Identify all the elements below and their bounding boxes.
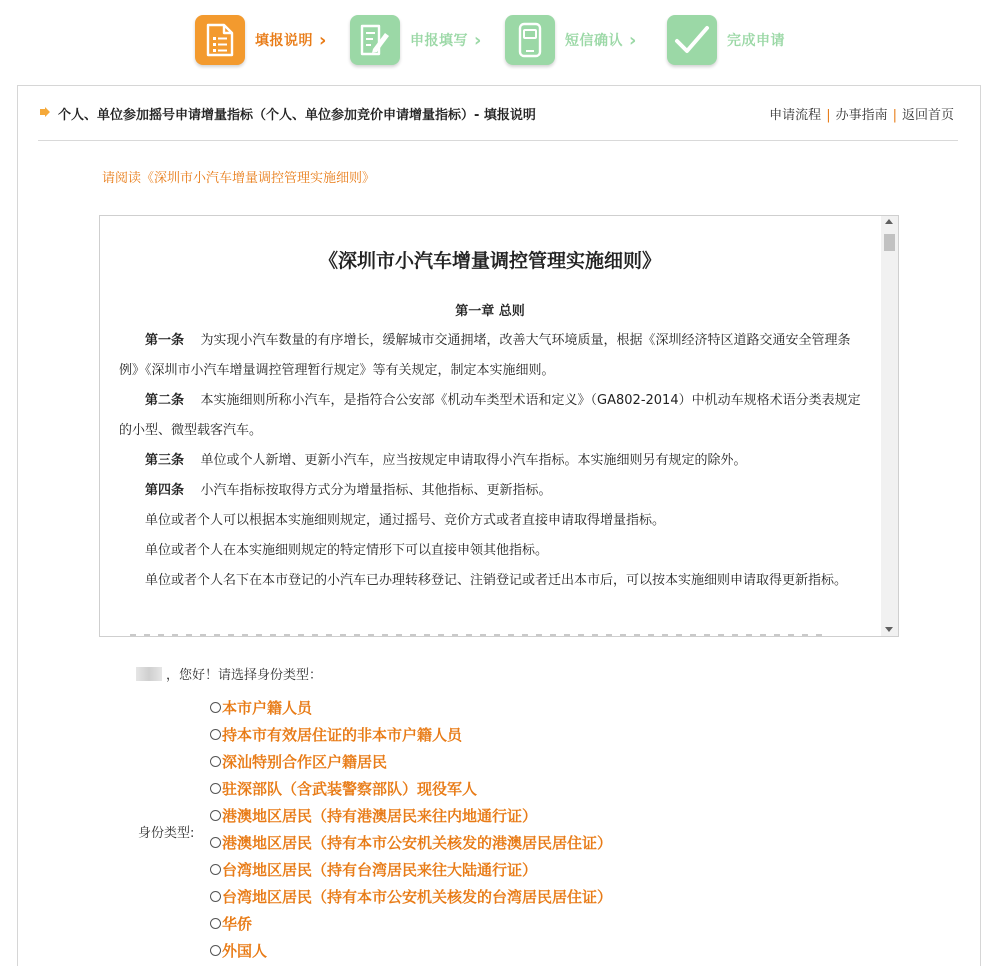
article-number: 第三条 xyxy=(145,453,185,468)
body-paragraph: 单位或者个人在本实施细则规定的特定情形下可以直接申领其他指标。 xyxy=(145,543,549,558)
scroll-up-arrow-icon[interactable] xyxy=(885,219,893,224)
arrow-bullet-icon xyxy=(40,107,50,117)
greeting-text: ，您好！请选择身份类型： xyxy=(136,664,322,683)
article-paragraph: 第三条 单位或个人新增、更新小汽车，应当按规定申请取得小汽车指标。本实施细则另有规定的除外。 xyxy=(145,453,747,468)
document-list-icon xyxy=(195,15,245,65)
progress-stepper xyxy=(0,0,1000,84)
link-return-home[interactable]: 返回首页 xyxy=(901,108,954,123)
link-service-guide[interactable]: 办事指南 xyxy=(835,108,888,123)
masked-user-name xyxy=(136,667,162,681)
document-title: 《深圳市小汽车增量调控管理实施细则》 xyxy=(318,250,661,272)
radio-button[interactable] xyxy=(210,756,221,767)
identity-option-hkmo-residence[interactable]: 港澳地区居民（持有本市公安机关核发的港澳居民居住证） xyxy=(210,829,612,856)
scroll-thumb[interactable] xyxy=(884,234,895,251)
radio-button[interactable] xyxy=(210,783,221,794)
chapter-heading: 第一章 总则 xyxy=(455,304,525,319)
radio-button[interactable] xyxy=(210,891,221,902)
edit-form-icon xyxy=(350,15,400,65)
identity-option-shenshan[interactable]: 深汕特别合作区户籍居民 xyxy=(210,748,612,775)
radio-button[interactable] xyxy=(210,837,221,848)
step-form-filling xyxy=(350,15,481,65)
clipped-text-line xyxy=(130,634,830,637)
step-complete xyxy=(667,15,785,65)
article-number: 第二条 xyxy=(145,393,185,408)
body-paragraph: 单位或者个人名下在本市登记的小汽车已办理转移登记、注销登记或者迁出本市后，可以按本实施细则申请取得更新指标。 xyxy=(145,573,848,588)
header-links: 申请流程 | 办事指南 | 返回首页 xyxy=(769,108,954,123)
identity-option-overseas-chinese[interactable]: 华侨 xyxy=(210,910,612,937)
radio-button[interactable] xyxy=(210,729,221,740)
sms-phone-icon xyxy=(505,15,555,65)
step-label: 填报说明 xyxy=(255,33,313,49)
page-title: 个人、单位参加摇号申请增量指标（个人、单位参加竞价申请增量指标）- 填报说明 xyxy=(58,108,536,123)
article-paragraph: 第二条 本实施细则所称小汽车，是指符合公安部《机动车类型术语和定义》（GA802-2014）中机动车规格术语分类表规定的小型、微型载客汽车。 xyxy=(119,393,861,438)
identity-option-military[interactable]: 驻深部队（含武装警察部队）现役军人 xyxy=(210,775,612,802)
step-label: 短信确认 xyxy=(565,33,623,49)
read-notice: 请阅读《深圳市小汽车增量调控管理实施细则》 xyxy=(102,171,376,186)
panel-header xyxy=(38,86,958,141)
step-sms-confirm xyxy=(505,15,636,65)
radio-button[interactable] xyxy=(210,702,221,713)
article-paragraph: 第四条 小汽车指标按取得方式分为增量指标、其他指标、更新指标。 xyxy=(145,483,552,498)
identity-type-label: 身份类型: xyxy=(138,826,195,841)
article-number: 第一条 xyxy=(145,333,185,348)
regulation-document-viewer[interactable] xyxy=(99,215,899,637)
radio-button[interactable] xyxy=(210,864,221,875)
article-paragraph: 第一条 为实现小汽车数量的有序增长，缓解城市交通拥堵，改善大气环境质量，根据《深圳经济特区道路交通安全管理条例》《深圳市小汽车增量调控管理暂行规定》等有关规定，制定本实施细则。 xyxy=(119,333,851,378)
article-number: 第四条 xyxy=(145,483,185,498)
chevron-right-icon: › xyxy=(319,29,327,51)
step-label: 申报填写 xyxy=(410,33,468,49)
identity-type-options xyxy=(210,694,612,964)
radio-button[interactable] xyxy=(210,945,221,956)
identity-option-hkmo-pass[interactable]: 港澳地区居民（持有港澳居民来往内地通行证） xyxy=(210,802,612,829)
radio-button[interactable] xyxy=(210,918,221,929)
identity-option-residence-permit[interactable]: 持本市有效居住证的非本市户籍人员 xyxy=(210,721,612,748)
step-fill-instructions xyxy=(195,15,326,65)
main-panel xyxy=(17,85,981,966)
identity-option-taiwan-pass[interactable]: 台湾地区居民（持有台湾居民来往大陆通行证） xyxy=(210,856,612,883)
step-label: 完成申请 xyxy=(727,33,785,49)
identity-option-local-hukou[interactable]: 本市户籍人员 xyxy=(210,694,612,721)
chevron-right-icon: › xyxy=(474,29,482,51)
scroll-down-arrow-icon[interactable] xyxy=(885,627,893,632)
link-apply-process[interactable]: 申请流程 xyxy=(769,108,822,123)
identity-option-foreigner[interactable]: 外国人 xyxy=(210,937,612,964)
body-paragraph: 单位或者个人可以根据本实施细则规定，通过摇号、竞价方式或者直接申请取得增量指标。 xyxy=(145,513,666,528)
chevron-right-icon: › xyxy=(629,29,637,51)
checkmark-icon xyxy=(667,15,717,65)
document-scrollbar[interactable] xyxy=(881,216,898,636)
radio-button[interactable] xyxy=(210,810,221,821)
identity-option-taiwan-residence[interactable]: 台湾地区居民（持有本市公安机关核发的台湾居民居住证） xyxy=(210,883,612,910)
